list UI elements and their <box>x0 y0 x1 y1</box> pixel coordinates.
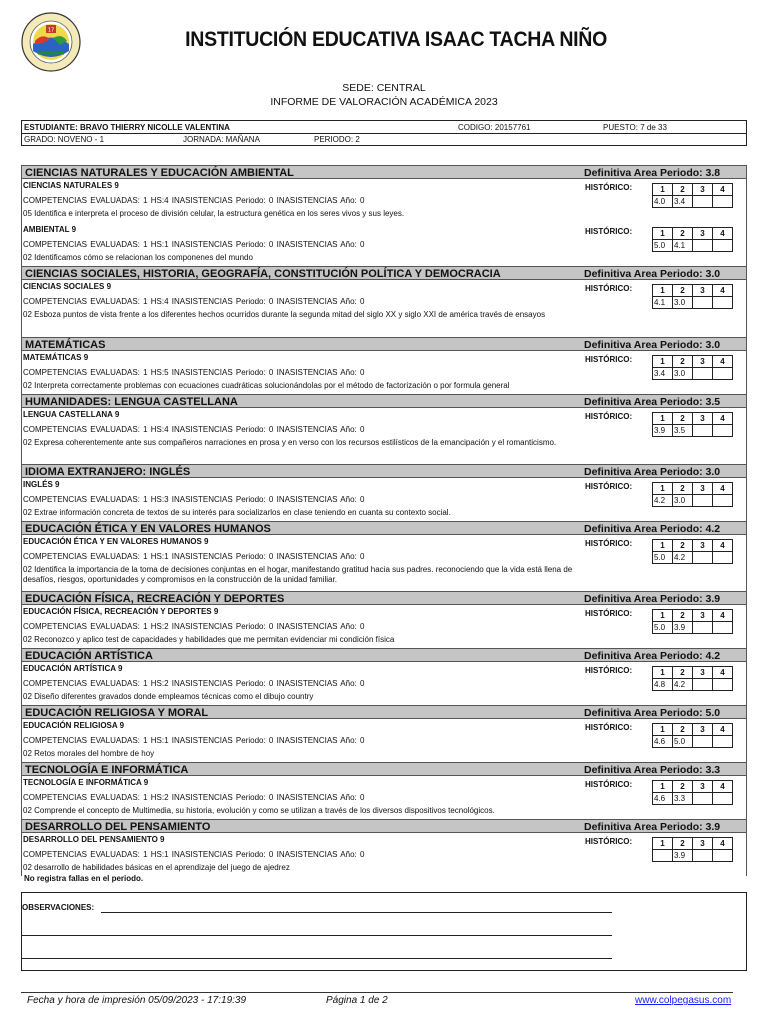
period-grade <box>713 850 733 862</box>
report-title: INFORME DE VALORACIÓN ACADÉMICA 2023 <box>270 96 498 108</box>
grade-history-row <box>653 196 733 208</box>
historico-table <box>652 609 733 634</box>
period-number: 3 <box>693 285 713 297</box>
period-number: 4 <box>713 667 733 679</box>
historico-label: HISTÓRICO: <box>585 412 633 421</box>
period-number: 4 <box>713 781 733 793</box>
period-number: 1 <box>653 610 673 622</box>
historico-table <box>652 227 733 252</box>
period-grade: 4.0 <box>653 196 673 208</box>
student-periodo: PERIODO: 2 <box>314 135 360 144</box>
period-grade <box>693 736 713 748</box>
area-section <box>21 648 747 705</box>
period-grade <box>693 297 713 309</box>
student-grado: GRADO: NOVENO - 1 <box>24 135 105 144</box>
grade-history-row <box>653 368 733 380</box>
area-header <box>21 337 747 351</box>
area-definitiva: Definitiva Area Periodo: 3.5 <box>584 396 721 408</box>
subject-competencias: COMPETENCIAS EVALUADAS: 1 HS:4 INASISTENCIAS Periodo: 0 INASISTENCIAS Año: 0 <box>23 297 365 306</box>
period-number: 2 <box>673 724 693 736</box>
period-header-row <box>653 540 733 552</box>
area-name: EDUCACIÓN ÉTICA Y EN VALORES HUMANOS <box>25 523 271 535</box>
period-grade <box>713 552 733 564</box>
subject-name: MATEMÁTICAS 9 <box>23 353 89 362</box>
period-grade: 3.5 <box>673 425 693 437</box>
area-header <box>21 521 747 535</box>
area-header <box>21 705 747 719</box>
period-grade: 3.9 <box>653 425 673 437</box>
area-definitiva: Definitiva Area Periodo: 3.9 <box>584 593 721 605</box>
period-header-row <box>653 483 733 495</box>
period-header-row <box>653 610 733 622</box>
period-grade <box>693 850 713 862</box>
area-header <box>21 819 747 833</box>
period-grade: 3.9 <box>673 622 693 634</box>
period-number: 1 <box>653 228 673 240</box>
subject-name: AMBIENTAL 9 <box>23 225 77 234</box>
subject-name: LENGUA CASTELLANA 9 <box>23 410 120 419</box>
area-header <box>21 266 747 280</box>
period-grade <box>713 679 733 691</box>
area-name: MATEMÁTICAS <box>25 339 106 351</box>
area-header <box>21 762 747 776</box>
historico-table <box>652 666 733 691</box>
period-number: 4 <box>713 838 733 850</box>
area-definitiva: Definitiva Area Periodo: 3.9 <box>584 821 721 833</box>
subject-competencias: COMPETENCIAS EVALUADAS: 1 HS:1 INASISTENCIAS Periodo: 0 INASISTENCIAS Año: 0 <box>23 552 365 561</box>
area-definitiva: Definitiva Area Periodo: 4.2 <box>584 523 721 535</box>
period-number: 3 <box>693 356 713 368</box>
period-number: 2 <box>673 540 693 552</box>
grade-history-row <box>653 736 733 748</box>
period-number: 4 <box>713 184 733 196</box>
observaciones-line <box>22 935 612 936</box>
subject-row <box>21 280 747 337</box>
area-definitiva: Definitiva Area Periodo: 3.0 <box>584 268 721 280</box>
period-header-row <box>653 285 733 297</box>
grade-history-row <box>653 793 733 805</box>
period-number: 2 <box>673 781 693 793</box>
subject-description: 02 Retos morales del hombre de hoy <box>23 749 155 758</box>
subject-description: 05 Identifica e interpreta el proceso de división celular, la estructura genética en los seres vivos y sus leyes. <box>23 209 405 218</box>
period-number: 1 <box>653 781 673 793</box>
subject-competencias: COMPETENCIAS EVALUADAS: 1 HS:2 INASISTENCIAS Periodo: 0 INASISTENCIAS Año: 0 <box>23 622 365 631</box>
subject-row <box>21 605 747 648</box>
period-grade <box>713 240 733 252</box>
area-section <box>21 762 747 819</box>
area-definitiva: Definitiva Area Periodo: 3.0 <box>584 466 721 478</box>
no-fallas-note: No registra fallas en el periodo. <box>24 874 144 883</box>
period-number: 3 <box>693 184 713 196</box>
student-codigo: CODIGO: 20157761 <box>458 123 531 132</box>
student-name: ESTUDIANTE: BRAVO THIERRY NICOLLE VALENTINA <box>24 123 230 132</box>
period-grade: 4.2 <box>673 679 693 691</box>
footer-divider <box>21 992 733 993</box>
period-number: 3 <box>693 667 713 679</box>
grade-history-row <box>653 850 733 862</box>
period-number: 4 <box>713 483 733 495</box>
period-number: 4 <box>713 610 733 622</box>
period-number: 2 <box>673 184 693 196</box>
period-number: 2 <box>673 483 693 495</box>
period-grade <box>713 495 733 507</box>
period-number: 1 <box>653 356 673 368</box>
area-definitiva: Definitiva Area Periodo: 5.0 <box>584 707 721 719</box>
period-number: 1 <box>653 667 673 679</box>
grade-history-row <box>653 425 733 437</box>
area-name: IDIOMA EXTRANJERO: INGLÉS <box>25 466 191 478</box>
historico-label: HISTÓRICO: <box>585 837 633 846</box>
period-number: 1 <box>653 838 673 850</box>
period-number: 2 <box>673 667 693 679</box>
historico-label: HISTÓRICO: <box>585 284 633 293</box>
period-grade: 5.0 <box>673 736 693 748</box>
period-header-row <box>653 838 733 850</box>
area-section <box>21 819 747 876</box>
print-date: Fecha y hora de impresión 05/09/2023 - 17:19:39 <box>27 995 247 1006</box>
period-grade: 4.2 <box>653 495 673 507</box>
area-name: EDUCACIÓN ARTÍSTICA <box>25 650 153 662</box>
period-number: 1 <box>653 540 673 552</box>
subject-name: EDUCACIÓN FÍSICA, RECREACIÓN Y DEPORTES 9 <box>23 607 219 616</box>
subject-row <box>21 223 747 266</box>
subject-name: DESARROLLO DEL PENSAMIENTO 9 <box>23 835 165 844</box>
period-number: 2 <box>673 838 693 850</box>
period-grade: 4.2 <box>673 552 693 564</box>
period-grade: 4.6 <box>653 793 673 805</box>
subject-competencias: COMPETENCIAS EVALUADAS: 1 HS:3 INASISTENCIAS Periodo: 0 INASISTENCIAS Año: 0 <box>23 495 365 504</box>
subject-description: 02 Comprende el concepto de Multimedia, su historia, evolución y como se utilizan a través de los diversos dispositivos tecnológicos. <box>23 806 495 815</box>
period-number: 2 <box>673 285 693 297</box>
subject-description: 02 Expresa coherentemente ante sus compañeros narraciones en prosa y en verso con los recursos estilísticos de la emancipación y el romanticismo. <box>23 438 557 447</box>
area-section <box>21 464 747 521</box>
svg-text:17: 17 <box>47 27 55 34</box>
period-grade: 3.3 <box>673 793 693 805</box>
historico-table <box>652 412 733 437</box>
subject-name: INGLÉS 9 <box>23 480 60 489</box>
subject-row <box>21 408 747 464</box>
grade-history-row <box>653 240 733 252</box>
subject-description: 02 Reconozco y aplico test de capacidades y habilidades que me permitan evidenciar mi condición física <box>23 635 395 644</box>
period-number: 3 <box>693 413 713 425</box>
subject-competencias: COMPETENCIAS EVALUADAS: 1 HS:1 INASISTENCIAS Periodo: 0 INASISTENCIAS Año: 0 <box>23 850 365 859</box>
subject-competencias: COMPETENCIAS EVALUADAS: 1 HS:4 INASISTENCIAS Periodo: 0 INASISTENCIAS Año: 0 <box>23 425 365 434</box>
period-grade: 4.8 <box>653 679 673 691</box>
period-grade <box>713 297 733 309</box>
historico-label: HISTÓRICO: <box>585 482 633 491</box>
subject-name: TECNOLOGÍA E INFORMÁTICA 9 <box>23 778 149 787</box>
historico-table <box>652 183 733 208</box>
historico-label: HISTÓRICO: <box>585 780 633 789</box>
period-grade: 4.1 <box>673 240 693 252</box>
area-section <box>21 266 747 337</box>
page-number: Página 1 de 2 <box>326 995 388 1006</box>
period-header-row <box>653 667 733 679</box>
subject-competencias: COMPETENCIAS EVALUADAS: 1 HS:2 INASISTENCIAS Periodo: 0 INASISTENCIAS Año: 0 <box>23 679 365 688</box>
period-grade <box>693 793 713 805</box>
student-info-row-1 <box>22 121 746 134</box>
period-number: 3 <box>693 781 713 793</box>
subject-description: 02 Interpreta correctamente problemas con ecuaciones cuadráticas solucionándolas por el método de factorización o por formula general <box>23 381 510 390</box>
period-grade: 3.4 <box>653 368 673 380</box>
period-grade <box>653 850 673 862</box>
period-grade <box>713 425 733 437</box>
period-grade <box>693 368 713 380</box>
subject-description: 02 Diseño diferentes gravados donde empleamos técnicas como el dibujo country <box>23 692 314 701</box>
subject-row <box>21 776 747 819</box>
observaciones-line <box>22 958 612 959</box>
observaciones-label: OBSERVACIONES: <box>22 903 95 912</box>
subject-name: EDUCACIÓN ÉTICA Y EN VALORES HUMANOS 9 <box>23 537 209 546</box>
school-name: INSTITUCIÓN EDUCATIVA ISAAC TACHA NIÑO <box>185 28 608 51</box>
period-header-row <box>653 781 733 793</box>
period-number: 4 <box>713 356 733 368</box>
area-header <box>21 464 747 478</box>
period-grade <box>693 679 713 691</box>
subject-row <box>21 351 747 394</box>
subject-description: 02 desarrollo de habilidades básicas en el aprendizaje del juego de ajedrez <box>23 863 290 872</box>
area-section <box>21 591 747 648</box>
period-number: 2 <box>673 413 693 425</box>
subject-row <box>21 179 747 223</box>
period-header-row <box>653 356 733 368</box>
period-number: 1 <box>653 184 673 196</box>
subject-row <box>21 833 747 876</box>
student-info-row-2 <box>22 134 746 146</box>
area-name: CIENCIAS SOCIALES, HISTORIA, GEOGRAFÍA, CONSTITUCIÓN POLÍTICA Y DEMOCRACIA <box>25 268 501 280</box>
period-header-row <box>653 413 733 425</box>
historico-table <box>652 723 733 748</box>
period-number: 3 <box>693 610 713 622</box>
grades-table <box>21 165 747 876</box>
period-grade <box>693 196 713 208</box>
period-grade: 4.6 <box>653 736 673 748</box>
period-number: 4 <box>713 413 733 425</box>
area-header <box>21 394 747 408</box>
subject-name: EDUCACIÓN ARTÍSTICA 9 <box>23 664 123 673</box>
period-number: 4 <box>713 724 733 736</box>
subject-row <box>21 719 747 762</box>
period-grade <box>693 425 713 437</box>
area-name: DESARROLLO DEL PENSAMIENTO <box>25 821 211 833</box>
period-grade: 3.0 <box>673 495 693 507</box>
area-name: HUMANIDADES: LENGUA CASTELLANA <box>25 396 238 408</box>
historico-table <box>652 539 733 564</box>
period-grade <box>713 196 733 208</box>
period-number: 3 <box>693 483 713 495</box>
subject-row <box>21 478 747 521</box>
grade-history-row <box>653 297 733 309</box>
period-grade: 3.4 <box>673 196 693 208</box>
student-jornada: JORNADA: MAÑANA <box>183 135 260 144</box>
period-number: 1 <box>653 724 673 736</box>
period-number: 1 <box>653 285 673 297</box>
student-info-box <box>21 120 747 146</box>
historico-table <box>652 284 733 309</box>
area-definitiva: Definitiva Area Periodo: 3.8 <box>584 167 721 179</box>
period-grade: 3.9 <box>673 850 693 862</box>
subject-description: 02 Extrae información concreta de textos de su interés para socializarlos en clase teniendo en cuanta su contexto social. <box>23 508 451 517</box>
period-number: 3 <box>693 228 713 240</box>
period-number: 1 <box>653 483 673 495</box>
historico-label: HISTÓRICO: <box>585 666 633 675</box>
area-name: TECNOLOGÍA E INFORMÁTICA <box>25 764 189 776</box>
grade-history-row <box>653 622 733 634</box>
subject-competencias: COMPETENCIAS EVALUADAS: 1 HS:4 INASISTENCIAS Periodo: 0 INASISTENCIAS Año: 0 <box>23 196 365 205</box>
subject-row <box>21 662 747 705</box>
period-number: 4 <box>713 228 733 240</box>
period-grade <box>713 368 733 380</box>
area-header <box>21 165 747 179</box>
historico-label: HISTÓRICO: <box>585 183 633 192</box>
grade-history-row <box>653 552 733 564</box>
subject-name: CIENCIAS NATURALES 9 <box>23 181 119 190</box>
historico-label: HISTÓRICO: <box>585 227 633 236</box>
area-section <box>21 394 747 464</box>
period-header-row <box>653 724 733 736</box>
historico-table <box>652 837 733 862</box>
subject-name: EDUCACIÓN RELIGIOSA 9 <box>23 721 125 730</box>
area-name: CIENCIAS NATURALES Y EDUCACIÓN AMBIENTAL <box>25 167 294 179</box>
area-definitiva: Definitiva Area Periodo: 3.0 <box>584 339 721 351</box>
subject-description: 02 Esboza puntos de vista frente a los diferentes hechos ocurridos durante la segunda mitad del siglo XX y siglo XXI de américa través de ensayos <box>23 310 546 319</box>
subject-competencias: COMPETENCIAS EVALUADAS: 1 HS:1 INASISTENCIAS Periodo: 0 INASISTENCIAS Año: 0 <box>23 240 365 249</box>
grade-history-row <box>653 679 733 691</box>
period-grade <box>693 552 713 564</box>
historico-table <box>652 780 733 805</box>
historico-label: HISTÓRICO: <box>585 355 633 364</box>
period-grade: 4.1 <box>653 297 673 309</box>
sede-label: SEDE: CENTRAL <box>342 82 426 94</box>
period-grade <box>713 622 733 634</box>
observaciones-box <box>21 892 747 971</box>
period-grade <box>693 240 713 252</box>
historico-label: HISTÓRICO: <box>585 723 633 732</box>
period-number: 3 <box>693 724 713 736</box>
period-grade: 5.0 <box>653 552 673 564</box>
period-grade: 5.0 <box>653 622 673 634</box>
subject-description: 02 Identifica la importancia de la toma de decisiones conjuntas en el hogar, manifestando gratitud hacia sus padres. reconociendo que la vida está llena de desafíos, riesgos, oportunidades y compromisos en la construcción de la unidad familiar. <box>23 565 573 584</box>
period-grade <box>693 622 713 634</box>
website-link[interactable]: www.colpegasus.com <box>635 995 732 1006</box>
area-name: EDUCACIÓN FÍSICA, RECREACIÓN Y DEPORTES <box>25 593 285 605</box>
period-number: 2 <box>673 356 693 368</box>
subject-competencias: COMPETENCIAS EVALUADAS: 1 HS:1 INASISTENCIAS Periodo: 0 INASISTENCIAS Año: 0 <box>23 736 365 745</box>
period-grade <box>713 736 733 748</box>
historico-label: HISTÓRICO: <box>585 539 633 548</box>
grade-history-row <box>653 495 733 507</box>
area-name: EDUCACIÓN RELIGIOSA Y MORAL <box>25 707 209 719</box>
period-number: 3 <box>693 838 713 850</box>
area-section <box>21 165 747 266</box>
period-grade: 3.0 <box>673 368 693 380</box>
historico-label: HISTÓRICO: <box>585 609 633 618</box>
student-puesto: PUESTO: 7 de 33 <box>603 123 667 132</box>
area-section <box>21 521 747 591</box>
area-header <box>21 648 747 662</box>
observaciones-line <box>101 912 612 913</box>
period-number: 1 <box>653 413 673 425</box>
subject-competencias: COMPETENCIAS EVALUADAS: 1 HS:2 INASISTENCIAS Periodo: 0 INASISTENCIAS Año: 0 <box>23 793 365 802</box>
area-section <box>21 705 747 762</box>
period-grade <box>693 495 713 507</box>
period-number: 3 <box>693 540 713 552</box>
period-number: 4 <box>713 540 733 552</box>
subject-name: CIENCIAS SOCIALES 9 <box>23 282 112 291</box>
subject-competencias: COMPETENCIAS EVALUADAS: 1 HS:5 INASISTENCIAS Periodo: 0 INASISTENCIAS Año: 0 <box>23 368 365 377</box>
historico-table <box>652 355 733 380</box>
area-definitiva: Definitiva Area Periodo: 4.2 <box>584 650 721 662</box>
area-section <box>21 337 747 394</box>
period-number: 2 <box>673 228 693 240</box>
subject-description: 02 Identificamos cómo se relacionan los componenes del mundo <box>23 253 253 262</box>
period-number: 4 <box>713 285 733 297</box>
historico-table <box>652 482 733 507</box>
period-number: 2 <box>673 610 693 622</box>
period-grade <box>713 793 733 805</box>
subject-row <box>21 535 747 591</box>
area-header <box>21 591 747 605</box>
period-grade: 5.0 <box>653 240 673 252</box>
period-header-row <box>653 184 733 196</box>
area-definitiva: Definitiva Area Periodo: 3.3 <box>584 764 721 776</box>
period-header-row <box>653 228 733 240</box>
period-grade: 3.0 <box>673 297 693 309</box>
